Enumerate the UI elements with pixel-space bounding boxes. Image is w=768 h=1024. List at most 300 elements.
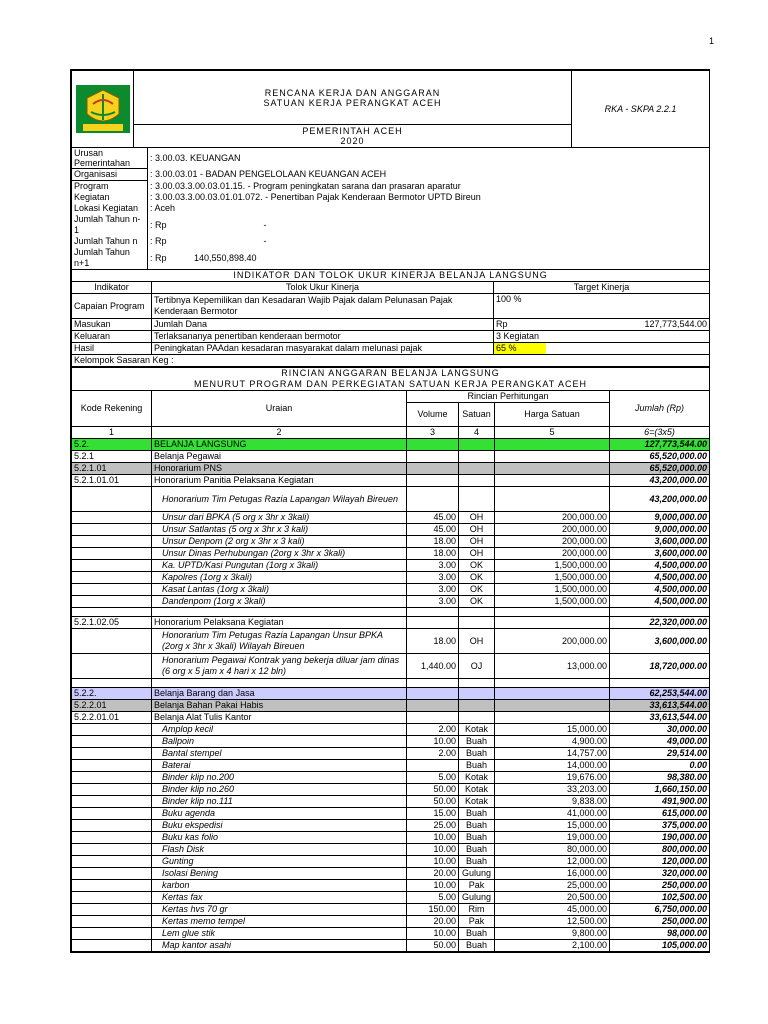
col-jumlah: Jumlah (Rp) <box>610 391 710 427</box>
info-value-text: : 3.00.03. KEUANGAN <box>150 152 241 163</box>
row-satuan: Buah <box>459 820 495 832</box>
row-volume: 3.00 <box>407 572 459 584</box>
row-harga: 1,500,000.00 <box>495 596 610 608</box>
row-jumlah: 33,613,544.00 <box>610 700 710 712</box>
row-kode <box>72 536 152 548</box>
colnum-5: 5 <box>495 427 610 439</box>
row-jumlah: 29,514.00 <box>610 748 710 760</box>
row-jumlah: 3,600,000.00 <box>610 629 710 654</box>
row-kode: 5.2.1.01.01 <box>72 475 152 487</box>
row-kode <box>72 487 152 512</box>
col-satuan: Satuan <box>459 403 495 427</box>
row-harga: 41,000.00 <box>495 808 610 820</box>
doc-code: RKA - SKPA 2.2.1 <box>572 71 710 148</box>
colnum-1: 1 <box>72 427 152 439</box>
row-harga <box>495 487 610 512</box>
info-row <box>72 169 710 181</box>
row-jumlah: 4,500,000.00 <box>610 584 710 596</box>
col-uraian: Uraian <box>152 391 407 427</box>
row-uraian: Buku agenda <box>152 808 407 820</box>
row-volume: 18.00 <box>407 629 459 654</box>
row-volume <box>407 617 459 629</box>
row-volume: 3.00 <box>407 560 459 572</box>
indikator-row <box>72 319 710 331</box>
budget-row <box>72 536 710 548</box>
row-satuan: Pak <box>459 880 495 892</box>
budget-row <box>72 617 710 629</box>
indikator-label: Capaian Program <box>72 294 152 319</box>
info-value <box>148 214 710 236</box>
budget-row <box>72 832 710 844</box>
row-satuan <box>459 617 495 629</box>
row-volume: 45.00 <box>407 512 459 524</box>
budget-row <box>72 475 710 487</box>
row-volume: 3.00 <box>407 584 459 596</box>
info-label: Jumlah Tahun n <box>72 236 148 247</box>
row-harga <box>495 451 610 463</box>
row-jumlah: 250,000.00 <box>610 916 710 928</box>
info-value <box>148 247 710 269</box>
row-satuan <box>459 712 495 724</box>
row-satuan: Buah <box>459 844 495 856</box>
row-harga: 9,800.00 <box>495 928 610 940</box>
row-uraian: Unsur Denpom (2 org x 3hr x 3 kali) <box>152 536 407 548</box>
row-satuan: Buah <box>459 940 495 952</box>
row-volume <box>407 487 459 512</box>
row-jumlah: 9,000,000.00 <box>610 524 710 536</box>
colnum-4: 4 <box>459 427 495 439</box>
row-volume: 10.00 <box>407 736 459 748</box>
row-volume: 18.00 <box>407 536 459 548</box>
row-volume: 10.00 <box>407 832 459 844</box>
row-uraian: Unsur dari BPKA (5 org x 3hr x 3kali) <box>152 512 407 524</box>
row-satuan: OH <box>459 512 495 524</box>
info-row <box>72 203 710 214</box>
budget-row <box>72 700 710 712</box>
row-satuan <box>459 700 495 712</box>
row-uraian: Buku ekspedisi <box>152 820 407 832</box>
row-jumlah: 98,380.00 <box>610 772 710 784</box>
row-volume: 50.00 <box>407 784 459 796</box>
row-kode: 5.2. <box>72 439 152 451</box>
row-satuan: Gulung <box>459 892 495 904</box>
info-value <box>148 169 710 181</box>
row-harga <box>495 712 610 724</box>
row-jumlah: 105,000.00 <box>610 940 710 952</box>
rincian-title-2: MENURUT PROGRAM DAN PERKEGIATAN SATUAN KERJA PERANGKAT ACEH <box>72 379 710 391</box>
info-value-text: : Rp <box>150 236 167 246</box>
row-kode <box>72 760 152 772</box>
row-volume: 10.00 <box>407 928 459 940</box>
row-jumlah: 491,900.00 <box>610 796 710 808</box>
row-volume: 10.00 <box>407 856 459 868</box>
row-kode <box>72 868 152 880</box>
budget-row <box>72 688 710 700</box>
row-uraian: Buku kas folio <box>152 832 407 844</box>
row-satuan: OH <box>459 524 495 536</box>
row-volume: 2.00 <box>407 748 459 760</box>
row-satuan <box>459 439 495 451</box>
row-satuan: Buah <box>459 760 495 772</box>
row-jumlah: 250,000.00 <box>610 880 710 892</box>
row-uraian: Kasat Lantas (1org x 3kali) <box>152 584 407 596</box>
row-uraian: Honorarium Pelaksana Kegiatan <box>152 617 407 629</box>
budget-row <box>72 712 710 724</box>
budget-row <box>72 844 710 856</box>
indikator-target-amount <box>546 294 710 319</box>
row-volume: 45.00 <box>407 524 459 536</box>
indikator-label: Hasil <box>72 343 152 355</box>
budget-row <box>72 820 710 832</box>
row-jumlah: 3,600,000.00 <box>610 548 710 560</box>
row-harga: 19,000.00 <box>495 832 610 844</box>
info-value-text: : 3.00.03.3.00.03.01.01.072. - Penertiban Pajak Kenderaan Bermotor UPTD Bireun <box>150 192 481 202</box>
row-satuan: Rim <box>459 904 495 916</box>
row-kode <box>72 856 152 868</box>
row-uraian: karbon <box>152 880 407 892</box>
info-row <box>72 181 710 193</box>
row-uraian: Binder klip no.111 <box>152 796 407 808</box>
indikator-label: Masukan <box>72 319 152 331</box>
row-harga: 19,676.00 <box>495 772 610 784</box>
doc-year: 2020 <box>340 136 365 146</box>
row-uraian: Unsur Satlantas (5 org x 3hr x 3 kali) <box>152 524 407 536</box>
row-satuan: Buah <box>459 856 495 868</box>
row-harga <box>495 608 610 617</box>
indikator-label: Keluaran <box>72 331 152 343</box>
row-volume: 10.00 <box>407 844 459 856</box>
row-kode: 5.2.1.02.05 <box>72 617 152 629</box>
row-kode <box>72 748 152 760</box>
budget-row <box>72 724 710 736</box>
row-volume <box>407 679 459 688</box>
row-volume <box>407 700 459 712</box>
row-volume: 150.00 <box>407 904 459 916</box>
row-kode: 5.2.2.01.01 <box>72 712 152 724</box>
row-harga: 80,000.00 <box>495 844 610 856</box>
row-uraian: Kertas fax <box>152 892 407 904</box>
budget-row <box>72 679 710 688</box>
row-uraian: Honorarium Pegawai Kontrak yang bekerja diluar jam dinas (6 org x 5 jam x 4 hari x 12 bln) <box>152 654 407 679</box>
info-amount: - <box>263 219 267 230</box>
row-jumlah: 9,000,000.00 <box>610 512 710 524</box>
budget-row <box>72 596 710 608</box>
row-satuan: Kotak <box>459 724 495 736</box>
row-jumlah: 615,000.00 <box>610 808 710 820</box>
info-value-text: : 3.00.03.01 - BADAN PENGELOLAAN KEUANGAN ACEH <box>150 169 387 179</box>
row-satuan <box>459 688 495 700</box>
row-satuan: Pak <box>459 916 495 928</box>
info-amount: - <box>263 236 267 246</box>
row-harga: 25,000.00 <box>495 880 610 892</box>
budget-row <box>72 451 710 463</box>
indikator-tolok: Peningkatan PAAdan kesadaran masyarakat dalam melunasi pajak <box>152 343 494 355</box>
row-harga: 2,100.00 <box>495 940 610 952</box>
row-jumlah: 43,200,000.00 <box>610 487 710 512</box>
row-kode <box>72 928 152 940</box>
row-uraian: Baterai <box>152 760 407 772</box>
row-harga <box>495 617 610 629</box>
row-jumlah: 1,660,150.00 <box>610 784 710 796</box>
row-kode <box>72 584 152 596</box>
budget-row <box>72 548 710 560</box>
row-volume <box>407 463 459 475</box>
info-value-text: : Rp <box>150 252 167 263</box>
row-uraian: Bantal stempel <box>152 748 407 760</box>
row-uraian: Binder klip no.260 <box>152 784 407 796</box>
row-uraian: Flash Disk <box>152 844 407 856</box>
doc-title-1: RENCANA KERJA DAN ANGGARAN <box>264 87 441 98</box>
row-satuan: Buah <box>459 928 495 940</box>
row-volume: 15.00 <box>407 808 459 820</box>
indikator-title: INDIKATOR DAN TOLOK UKUR KINERJA BELANJA LANGSUNG <box>72 270 710 282</box>
row-harga: 12,500.00 <box>495 916 610 928</box>
row-uraian <box>152 679 407 688</box>
row-harga: 1,500,000.00 <box>495 560 610 572</box>
row-jumlah: 190,000.00 <box>610 832 710 844</box>
row-jumlah: 4,500,000.00 <box>610 560 710 572</box>
row-volume: 1,440.00 <box>407 654 459 679</box>
row-uraian: Ballpoin <box>152 736 407 748</box>
row-volume: 3.00 <box>407 596 459 608</box>
row-uraian: Honorarium PNS <box>152 463 407 475</box>
page-number: 1 <box>708 36 714 46</box>
col-volume: Volume <box>407 403 459 427</box>
row-jumlah: 30,000.00 <box>610 724 710 736</box>
row-volume: 10.00 <box>407 880 459 892</box>
row-volume <box>407 760 459 772</box>
info-value-text: : Rp <box>150 219 167 230</box>
row-jumlah: 102,500.00 <box>610 892 710 904</box>
row-uraian <box>152 608 407 617</box>
row-jumlah: 62,253,544.00 <box>610 688 710 700</box>
row-uraian: Dandenpom (1org x 3kali) <box>152 596 407 608</box>
info-row <box>72 214 710 236</box>
info-value <box>148 203 710 214</box>
row-volume: 5.00 <box>407 772 459 784</box>
row-satuan: Buah <box>459 748 495 760</box>
row-jumlah: 43,200,000.00 <box>610 475 710 487</box>
row-satuan: Kotak <box>459 796 495 808</box>
info-label: Lokasi Kegiatan <box>72 203 148 214</box>
row-harga: 4,900.00 <box>495 736 610 748</box>
row-kode: 5.2.1.01 <box>72 463 152 475</box>
colnum-2: 2 <box>152 427 407 439</box>
row-uraian: Gunting <box>152 856 407 868</box>
row-kode <box>72 772 152 784</box>
row-kode <box>72 892 152 904</box>
budget-row <box>72 880 710 892</box>
row-satuan <box>459 475 495 487</box>
col-harga: Harga Satuan <box>495 403 610 427</box>
info-row <box>72 247 710 269</box>
row-harga: 16,000.00 <box>495 868 610 880</box>
row-kode <box>72 596 152 608</box>
budget-row <box>72 608 710 617</box>
row-harga: 14,757.00 <box>495 748 610 760</box>
row-harga <box>495 463 610 475</box>
info-amount: 140,550,898.40 <box>193 252 257 263</box>
info-row <box>72 192 710 203</box>
row-kode: 5.2.1 <box>72 451 152 463</box>
row-harga <box>495 679 610 688</box>
info-row <box>72 148 710 169</box>
row-volume <box>407 688 459 700</box>
header-table <box>71 70 710 148</box>
row-volume: 25.00 <box>407 820 459 832</box>
budget-row <box>72 916 710 928</box>
rincian-title-1: RINCIAN ANGGARAN BELANJA LANGSUNG <box>72 368 710 380</box>
row-harga <box>495 688 610 700</box>
budget-row <box>72 572 710 584</box>
row-kode <box>72 904 152 916</box>
indikator-tolok: Jumlah Dana <box>152 319 494 331</box>
col-rincian: Rincian Perhitungan <box>407 391 610 403</box>
row-kode <box>72 629 152 654</box>
row-satuan: Buah <box>459 832 495 844</box>
row-harga: 12,000.00 <box>495 856 610 868</box>
row-uraian: Belanja Pegawai <box>152 451 407 463</box>
row-volume: 5.00 <box>407 892 459 904</box>
budget-row <box>72 784 710 796</box>
row-harga: 14,000.00 <box>495 760 610 772</box>
row-uraian: Honorarium Tim Petugas Razia Lapangan Wilayah Bireuen <box>152 487 407 512</box>
row-jumlah: 4,500,000.00 <box>610 572 710 584</box>
row-satuan: Kotak <box>459 772 495 784</box>
budget-row <box>72 760 710 772</box>
row-satuan: OH <box>459 536 495 548</box>
info-value <box>148 181 710 193</box>
indikator-target: 3 Kegiatan <box>494 331 546 343</box>
row-kode <box>72 736 152 748</box>
row-volume <box>407 439 459 451</box>
indikator-table <box>71 269 710 367</box>
row-kode <box>72 524 152 536</box>
col-indikator: Indikator <box>72 282 152 294</box>
budget-row <box>72 892 710 904</box>
budget-row <box>72 856 710 868</box>
row-harga: 1,500,000.00 <box>495 572 610 584</box>
rincian-table <box>71 367 710 952</box>
row-volume: 50.00 <box>407 796 459 808</box>
row-satuan: Buah <box>459 736 495 748</box>
row-jumlah: 65,520,000.00 <box>610 451 710 463</box>
row-satuan <box>459 487 495 512</box>
row-jumlah: 4,500,000.00 <box>610 596 710 608</box>
budget-row <box>72 629 710 654</box>
row-harga: 9,838.00 <box>495 796 610 808</box>
row-uraian: Belanja Bahan Pakai Habis <box>152 700 407 712</box>
colnum-3: 3 <box>407 427 459 439</box>
row-jumlah: 33,613,544.00 <box>610 712 710 724</box>
row-jumlah: 98,000.00 <box>610 928 710 940</box>
budget-row <box>72 439 710 451</box>
info-row <box>72 236 710 247</box>
indikator-target: Rp <box>494 319 546 331</box>
budget-row <box>72 796 710 808</box>
info-label: Organisasi <box>72 169 148 181</box>
row-uraian: Belanja Barang dan Jasa <box>152 688 407 700</box>
budget-row <box>72 808 710 820</box>
budget-row <box>72 512 710 524</box>
info-value-text: : Aceh <box>150 203 176 213</box>
doc-title-2: SATUAN KERJA PERANGKAT ACEH <box>263 97 442 108</box>
row-jumlah: 65,520,000.00 <box>610 463 710 475</box>
row-uraian: Kertas hvs 70 gr <box>152 904 407 916</box>
row-uraian: BELANJA LANGSUNG <box>152 439 407 451</box>
row-harga: 200,000.00 <box>495 629 610 654</box>
row-uraian: Isolasi Bening <box>152 868 407 880</box>
row-harga: 200,000.00 <box>495 536 610 548</box>
row-uraian: Honorarium Tim Petugas Razia Lapangan Unsur BPKA (2org x 3hr x 3kali) Wilayah Bireuen <box>152 629 407 654</box>
row-satuan: OK <box>459 560 495 572</box>
row-jumlah <box>610 679 710 688</box>
row-kode <box>72 784 152 796</box>
row-satuan: OK <box>459 572 495 584</box>
row-jumlah: 127,773,544.00 <box>610 439 710 451</box>
row-jumlah: 3,600,000.00 <box>610 536 710 548</box>
row-volume: 50.00 <box>407 940 459 952</box>
row-kode <box>72 832 152 844</box>
row-satuan <box>459 463 495 475</box>
row-volume: 20.00 <box>407 868 459 880</box>
indikator-target: 100 % <box>494 294 546 319</box>
row-volume: 18.00 <box>407 548 459 560</box>
row-uraian: Kertas memo tempel <box>152 916 407 928</box>
row-harga: 1,500,000.00 <box>495 584 610 596</box>
info-table <box>71 148 710 269</box>
row-kode <box>72 572 152 584</box>
row-harga: 200,000.00 <box>495 548 610 560</box>
col-kode-rekening: Kode Rekening <box>72 391 152 427</box>
row-satuan: OH <box>459 548 495 560</box>
row-jumlah: 22,320,000.00 <box>610 617 710 629</box>
indikator-target: 65 % <box>494 343 546 355</box>
row-satuan: Buah <box>459 808 495 820</box>
row-satuan: OH <box>459 629 495 654</box>
budget-row <box>72 463 710 475</box>
row-kode <box>72 654 152 679</box>
info-value <box>148 148 710 169</box>
row-kode <box>72 820 152 832</box>
budget-row <box>72 487 710 512</box>
row-kode <box>72 512 152 524</box>
info-value-text: : 3.00.03.3.00.03.01.15. - Program peningkatan sarana dan prasaran aparatur <box>150 180 461 191</box>
info-label: Program <box>72 181 148 193</box>
row-kode <box>72 808 152 820</box>
row-kode <box>72 796 152 808</box>
row-uraian: Kapolres (1org x 3kali) <box>152 572 407 584</box>
budget-row <box>72 772 710 784</box>
row-uraian: Ka. UPTD/Kasi Pungutan (1org x 3kali) <box>152 560 407 572</box>
row-kode <box>72 548 152 560</box>
row-jumlah: 375,000.00 <box>610 820 710 832</box>
budget-row <box>72 748 710 760</box>
indikator-target-amount: 127,773,544.00 <box>546 319 710 331</box>
row-harga: 33,203.00 <box>495 784 610 796</box>
row-volume <box>407 451 459 463</box>
info-label: Urusan Pemerintahan <box>72 148 148 169</box>
indikator-tolok: Tertibnya Kepemilikan dan Kesadaran Wajib Pajak dalam Pelunasan Pajak Kenderaan Bermotor <box>152 294 494 319</box>
row-jumlah: 120,000.00 <box>610 856 710 868</box>
row-satuan: OK <box>459 584 495 596</box>
row-uraian: Belanja Alat Tulis Kantor <box>152 712 407 724</box>
info-label: Kegiatan <box>72 192 148 203</box>
row-kode: 5.2.2.01 <box>72 700 152 712</box>
row-harga: 45,000.00 <box>495 904 610 916</box>
row-kode <box>72 880 152 892</box>
row-satuan: Kotak <box>459 784 495 796</box>
